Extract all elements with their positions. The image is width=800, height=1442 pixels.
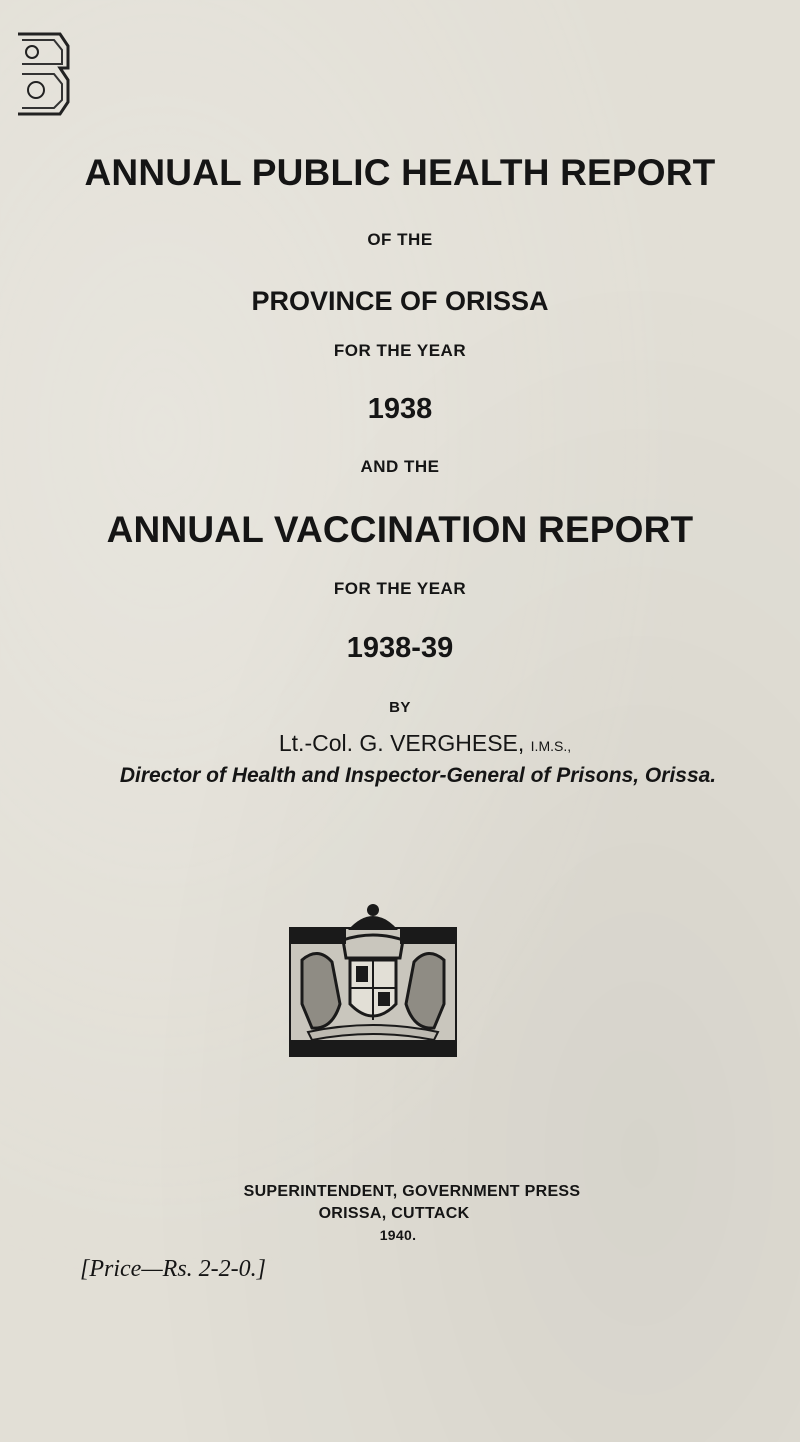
royal-coat-of-arms-icon	[288, 900, 458, 1058]
publisher-line-2: ORISSA, CUTTACK	[318, 1205, 470, 1222]
year-1938: 1938	[367, 393, 433, 425]
report-title-vaccination: ANNUAL VACCINATION REPORT	[106, 509, 694, 550]
author-name-line	[25, 730, 800, 757]
publisher-year: 1940.	[379, 1227, 417, 1243]
publisher-line-1: SUPERINTENDENT, GOVERNMENT PRESS	[243, 1183, 581, 1200]
author-suffix: I.M.S.,	[530, 738, 572, 754]
library-stamp-icon	[14, 28, 76, 120]
province-name: PROVINCE OF ORISSA	[251, 286, 549, 316]
author-name: Lt.-Col. G. VERGHESE,	[278, 730, 525, 756]
and-the-label: AND THE	[360, 457, 440, 476]
report-title-health: ANNUAL PUBLIC HEALTH REPORT	[84, 152, 716, 193]
year-1938-39: 1938-39	[346, 632, 454, 664]
by-label: BY	[389, 699, 411, 716]
author-position: Director of Health and Inspector-General of Prisons, Orissa.	[119, 764, 717, 787]
price-label: [Price—Rs. 2-2-0.]	[80, 1256, 266, 1282]
for-the-year-label-2: FOR THE YEAR	[333, 579, 467, 598]
for-the-year-label-1: FOR THE YEAR	[333, 341, 467, 360]
of-the-label: OF THE	[367, 230, 433, 249]
